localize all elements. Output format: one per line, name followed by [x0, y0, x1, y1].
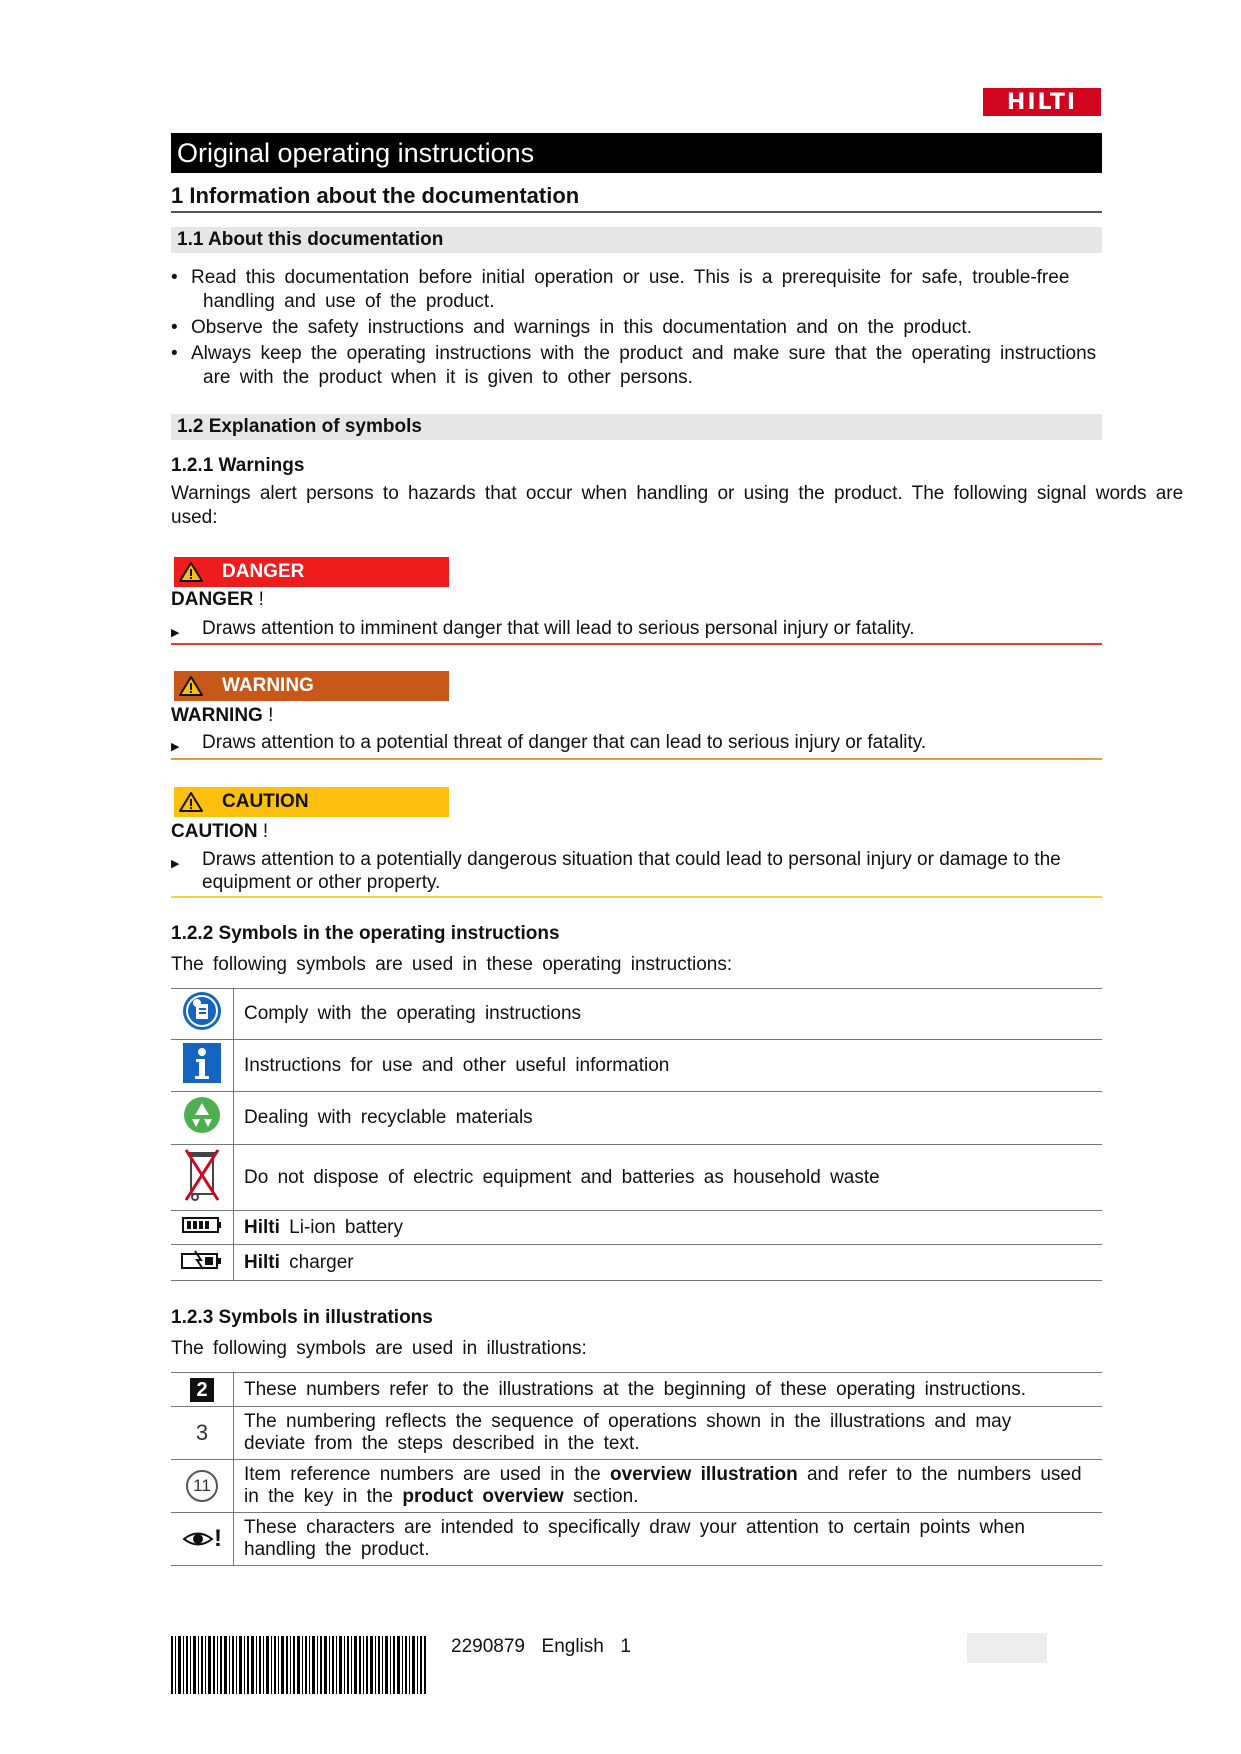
- symbol-text: Dealing with recyclable materials: [234, 1092, 1103, 1145]
- warning-text: Draws attention to a potential threat of danger that can lead to serious injury or fatality.: [202, 732, 927, 753]
- attention-mark: !: [214, 1525, 222, 1552]
- list-item: [171, 266, 1161, 314]
- bullet-text-cont: are with the product when it is given to other persons.: [203, 367, 693, 388]
- symbol-text: [234, 1460, 1103, 1513]
- symbol-text: These numbers refer to the illustrations at the beginning of these operating instructions.: [234, 1373, 1103, 1407]
- section-1-heading: 1 Information about the documentation: [171, 183, 1102, 213]
- illustration-symbols-table: [171, 1372, 1102, 1566]
- crossed-bin-icon: [171, 1145, 234, 1211]
- list-item: [171, 316, 1161, 340]
- warning-word-mark: !: [262, 705, 274, 726]
- footer-placeholder-box: [967, 1633, 1047, 1663]
- symbol-text-part: and refer to the numbers used in the key in the: [244, 1464, 1082, 1507]
- step-number-icon: [171, 1407, 234, 1460]
- arrow-bullet-icon: ▶: [171, 741, 180, 753]
- footer-info: [451, 1636, 631, 1658]
- caution-signal-panel: [174, 787, 449, 817]
- warning-triangle-icon: [174, 561, 208, 583]
- symbol-text-rest: charger: [279, 1251, 354, 1273]
- manual-icon: [171, 989, 234, 1040]
- symbol-text-bold: overview illustration: [609, 1464, 798, 1485]
- symbol-text-rest: Li-ion battery: [279, 1216, 404, 1238]
- symbol-text: Comply with the operating instructions: [234, 989, 1103, 1040]
- arrow-bullet-icon: ▶: [171, 627, 180, 639]
- caution-description: [171, 848, 1102, 894]
- warning-signal-panel: [174, 671, 449, 701]
- illustration-symbols-intro: The following symbols are used in illustrations:: [171, 1338, 587, 1359]
- section-1-2-2-heading: 1.2.2 Symbols in the operating instructions: [171, 923, 560, 944]
- attention-eye-icon: [171, 1513, 234, 1566]
- symbol-text: The numbering reflects the sequence of operations shown in the illustrations and may deviate from the steps described in the text.: [234, 1407, 1103, 1460]
- doc-language: English: [541, 1636, 604, 1657]
- symbols-intro: The following symbols are used in these operating instructions:: [171, 954, 733, 975]
- bullet-text-cont: handling and use of the product.: [203, 291, 495, 312]
- danger-signal-panel: [174, 557, 449, 587]
- table-row: [171, 1145, 1102, 1211]
- bullet-text: Always keep the operating instructions with the product and make sure that the operating instructions: [191, 343, 1097, 364]
- table-row: [171, 1373, 1102, 1407]
- section-1-2-heading: 1.2 Explanation of symbols: [171, 414, 1102, 440]
- danger-rule: [171, 643, 1102, 645]
- bullet-text: Read this documentation before initial operation or use. This is a prerequisite for safe, trouble-free: [191, 267, 1070, 288]
- symbol-text: These characters are intended to specifically draw your attention to certain points when handling the product.: [234, 1513, 1103, 1566]
- table-row: [171, 1092, 1102, 1145]
- hilti-logo: [983, 88, 1101, 116]
- danger-text: Draws attention to imminent danger that will lead to serious personal injury or fatality.: [202, 618, 915, 639]
- danger-word: [171, 589, 264, 611]
- table-row: [171, 1407, 1102, 1460]
- warning-label: WARNING: [222, 675, 314, 696]
- caution-word-bold: CAUTION: [171, 821, 258, 842]
- warning-word: [171, 705, 273, 727]
- battery-icon: [171, 1211, 234, 1245]
- symbol-text-part: Item reference numbers are used in the: [244, 1464, 610, 1485]
- warning-description: [171, 731, 1102, 754]
- table-row: [171, 1040, 1102, 1092]
- page-number: 1: [620, 1636, 631, 1657]
- symbol-text-bold: product overview: [402, 1486, 564, 1507]
- table-row: [171, 989, 1102, 1040]
- table-row: [171, 1211, 1102, 1245]
- section-1-2-3-heading: 1.2.3 Symbols in illustrations: [171, 1307, 433, 1328]
- item-reference-icon: [171, 1460, 234, 1513]
- doc-number: 2290879: [451, 1636, 525, 1657]
- figure-number-label: 2: [190, 1378, 214, 1402]
- symbols-table: [171, 988, 1102, 1281]
- caution-text: Draws attention to a potentially dangerous situation that could lead to personal injury or damage to the: [202, 849, 1061, 870]
- recycle-icon: [171, 1092, 234, 1145]
- step-number-label: 3: [195, 1420, 209, 1445]
- caution-word: [171, 821, 268, 843]
- warnings-intro: Warnings alert persons to hazards that occur when handling or using the product. The following signal words are used:: [171, 483, 1184, 528]
- symbol-text-bold: Hilti: [244, 1216, 280, 1238]
- item-reference-label: 11: [186, 1470, 218, 1502]
- warning-triangle-icon: [174, 791, 208, 813]
- danger-word-bold: DANGER: [171, 589, 254, 610]
- table-row: [171, 1513, 1102, 1566]
- bullet-list: [171, 266, 1161, 392]
- symbol-text: Instructions for use and other useful information: [234, 1040, 1103, 1092]
- symbol-text: [234, 1211, 1103, 1245]
- charger-icon: [171, 1245, 234, 1281]
- danger-label: DANGER: [222, 561, 305, 582]
- arrow-bullet-icon: ▶: [171, 858, 180, 870]
- warning-rule: [171, 758, 1102, 760]
- danger-description: [171, 617, 1102, 640]
- barcode-graphic: [171, 1636, 426, 1694]
- figure-number-icon: [171, 1373, 234, 1407]
- page-title: Original operating instructions: [171, 133, 1102, 173]
- section-1-1-heading: 1.1 About this documentation: [171, 227, 1102, 253]
- danger-word-mark: !: [253, 589, 264, 610]
- symbol-text-bold: Hilti: [244, 1251, 280, 1273]
- bullet-text: Observe the safety instructions and warnings in this documentation and on the product.: [191, 317, 972, 338]
- caution-word-mark: !: [257, 821, 269, 842]
- info-icon: [171, 1040, 234, 1092]
- logo-text: HILTI: [1006, 89, 1078, 115]
- symbol-text: [234, 1245, 1103, 1281]
- caution-label: CAUTION: [222, 791, 309, 812]
- table-row: [171, 1460, 1102, 1513]
- symbol-text-part: section.: [563, 1486, 639, 1507]
- caution-text-cont: equipment or other property.: [202, 872, 441, 893]
- warning-triangle-icon: [174, 675, 208, 697]
- symbol-text: Do not dispose of electric equipment and batteries as household waste: [234, 1145, 1103, 1211]
- list-item: [171, 342, 1161, 390]
- caution-rule: [171, 896, 1102, 898]
- barcode: [171, 1636, 426, 1694]
- table-row: [171, 1245, 1102, 1281]
- warning-word-bold: WARNING: [171, 705, 263, 726]
- section-1-2-1-heading: 1.2.1 Warnings: [171, 455, 305, 476]
